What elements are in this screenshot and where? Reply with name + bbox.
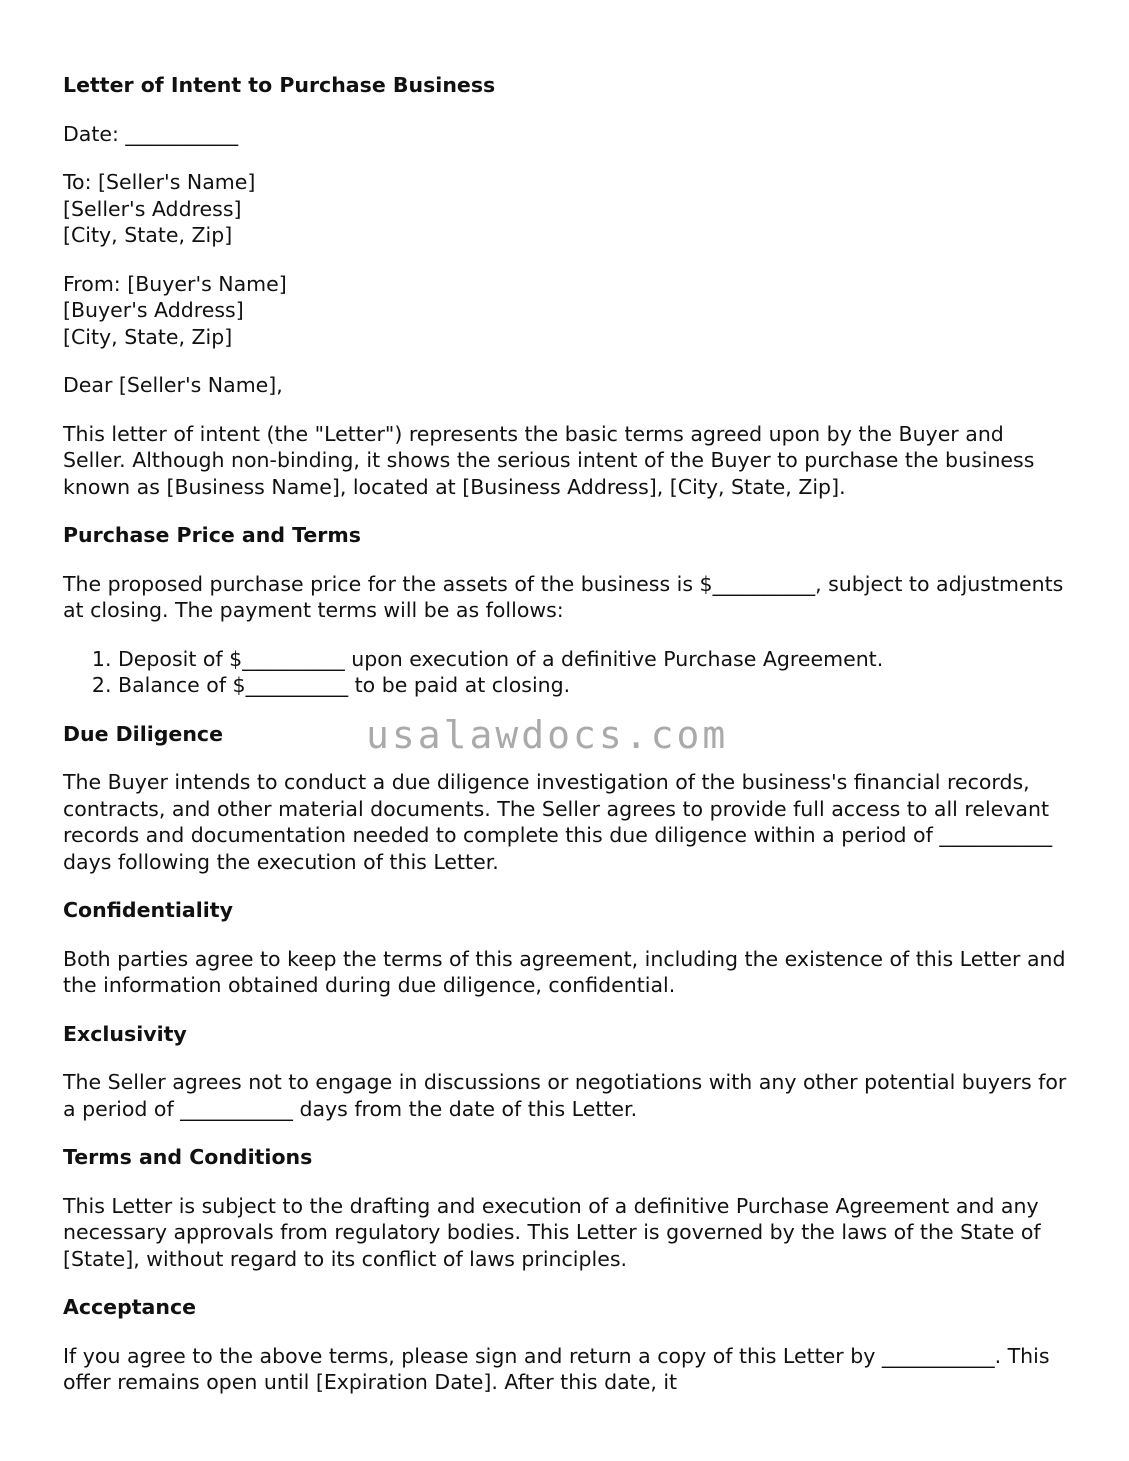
recipient-city: [City, State, Zip] — [63, 223, 233, 247]
sender-address: [Buyer's Address] — [63, 298, 244, 322]
due-diligence-heading: Due Diligence — [63, 721, 223, 746]
exclusivity-paragraph: The Seller agrees not to engage in discussions or negotiations with any other potential buyers for a period of ___________ days from the date of this Letter. — [63, 1070, 1067, 1121]
exclusivity-heading: Exclusivity — [63, 1021, 187, 1046]
sender-block — [63, 271, 1073, 351]
recipient-block — [63, 169, 1073, 249]
purchase-paragraph: The proposed purchase price for the assets of the business is $__________, subject to adjustments at closing. The payment terms will be as follows: — [63, 571, 1064, 622]
terms-heading: Terms and Conditions — [63, 1145, 313, 1169]
confidentiality-heading: Confidentiality — [63, 898, 233, 922]
due-diligence-paragraph: The Buyer intends to conduct a due diligence investigation of the business's financial records, contracts, and other material documents. The Seller agrees to provide full access to all relevant records and documentation needed to complete this due diligence within a period of ___________ days following the execution of this Letter. — [63, 770, 1053, 874]
recipient-name: To: [Seller's Name] — [63, 170, 256, 194]
recipient-address: [Seller's Address] — [63, 196, 242, 221]
acceptance-heading: Acceptance — [63, 1295, 197, 1319]
acceptance-paragraph: If you agree to the above terms, please sign and return a copy of this Letter by ___________. This offer remains open until [Expiration Date]. After this date, it — [63, 1343, 1050, 1394]
sender-name: From: [Buyer's Name] — [63, 271, 287, 296]
salutation: Dear [Seller's Name], — [63, 373, 283, 397]
intro-paragraph: This letter of intent (the "Letter") represents the basic terms agreed upon by the Buyer and Seller. Although non-binding, it shows the serious intent of the Buyer to purchase the business known as [Business Name], located at [Business Address], [City, State, Zip]. — [63, 421, 1035, 499]
watermark: usalawdocs.com — [366, 713, 729, 757]
list-item: 2. Balance of $__________ to be paid at closing. — [118, 672, 1073, 699]
sender-city: [City, State, Zip] — [63, 324, 233, 349]
payment-terms-list — [63, 646, 1073, 699]
document-title: Letter of Intent to Purchase Business — [63, 73, 496, 97]
purchase-heading: Purchase Price and Terms — [63, 523, 361, 547]
terms-paragraph: This Letter is subject to the drafting and execution of a definitive Purchase Agreement and any necessary approvals from regulatory bodies. This Letter is governed by the laws of the State of [State], without regard to its conflict of laws principles. — [63, 1193, 1041, 1271]
list-item: 1. Deposit of $__________ upon execution of a definitive Purchase Agreement. — [118, 646, 1073, 673]
confidentiality-paragraph: Both parties agree to keep the terms of this agreement, including the existence of this Letter and the information obtained during due diligence, confidential. — [63, 946, 1066, 997]
date-line: Date: ___________ — [63, 121, 239, 146]
